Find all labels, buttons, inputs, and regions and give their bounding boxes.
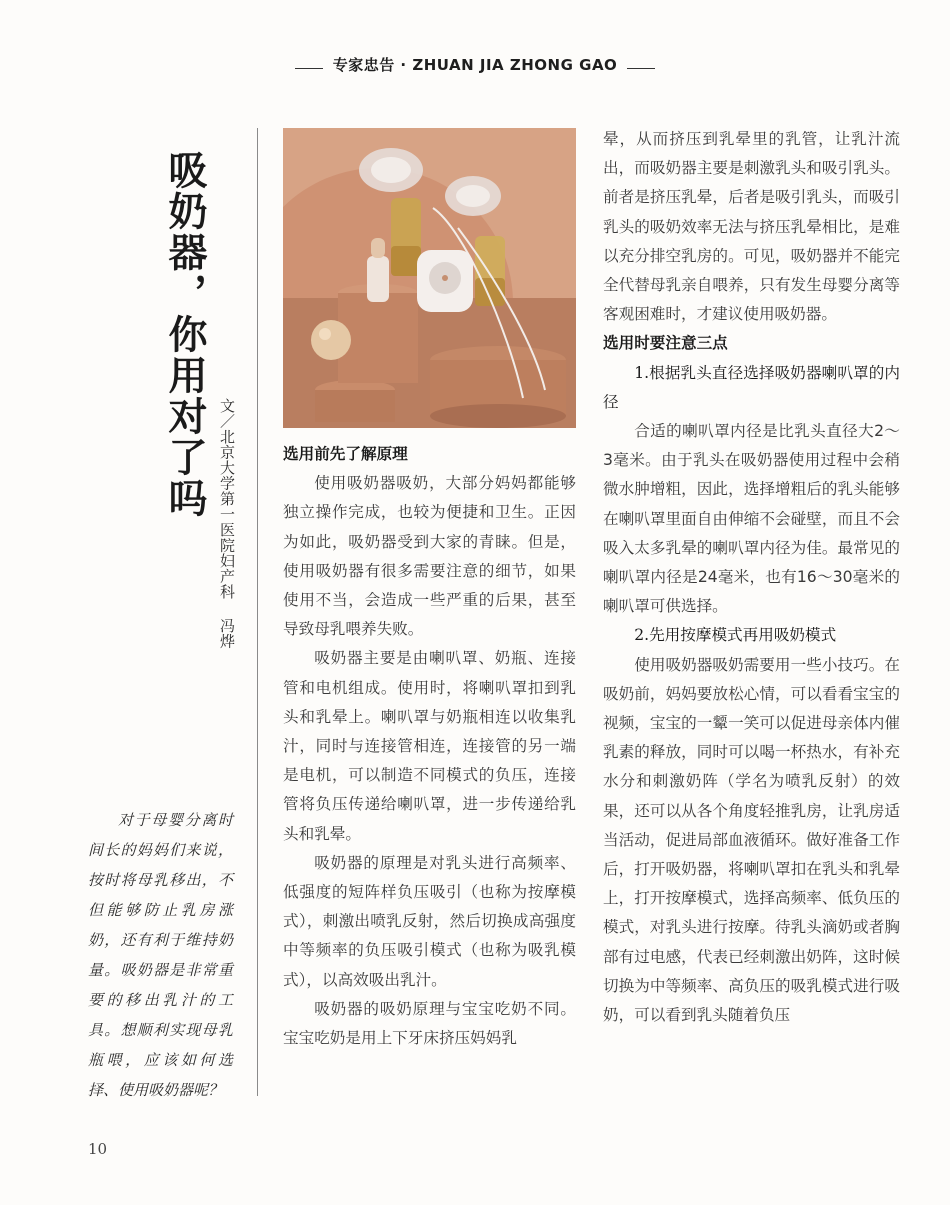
page-number: 10 bbox=[88, 1140, 108, 1158]
article-intro: 对于母婴分离时间长的妈妈们来说，按时将母乳移出，不但能够防止乳房涨奶，还有利于维持奶量。吸奶器是非常重要的移出乳汁的工具。想顺利实现母乳瓶喂，应该如何选择、使用吸奶器呢？ bbox=[88, 811, 233, 1099]
section-header bbox=[0, 52, 950, 76]
column-right bbox=[603, 125, 900, 1030]
column-middle bbox=[283, 440, 576, 1053]
section-heading-tips: 选用时要注意三点 bbox=[603, 334, 728, 353]
paragraph: 使用吸奶器吸奶，大部分妈妈都能够独立操作完成，也较为便捷和卫生。正因为如此，吸奶器受到大家的青睐。但是，使用吸奶器有很多需要注意的细节，如果使用不当，会造成一些严重的后果，甚至导致母乳喂养失败。 bbox=[283, 474, 576, 639]
breast-pump-illustration bbox=[283, 128, 576, 428]
paragraph: 吸奶器的吸奶原理与宝宝吃奶不同。宝宝吃奶是用上下牙床挤压妈妈乳 bbox=[283, 999, 576, 1048]
article-title: 吸奶器，你用对了吗 bbox=[162, 150, 207, 519]
column-divider bbox=[257, 128, 258, 1096]
header-rule-left bbox=[295, 68, 323, 69]
subheading-1: 1.根据乳头直径选择吸奶器喇叭罩的内径 bbox=[603, 363, 900, 411]
subheading-2: 2.先用按摩模式再用吸奶模式 bbox=[634, 626, 837, 645]
article-byline: 文／北京大学第一医院妇产科 冯烨 bbox=[218, 398, 236, 649]
section-heading-principle: 选用前先了解原理 bbox=[283, 445, 408, 463]
section-title: 专家忠告 · ZHUAN JIA ZHONG GAO bbox=[332, 55, 618, 74]
paragraph-continued: 晕，从而挤压到乳晕里的乳管，让乳汁流出，而吸奶器主要是刺激乳头和吸引乳头。前者是挤压乳晕，后者是吸引乳头，而吸引乳头的吸奶效率无法与挤压乳晕相比，是难以充分排空乳房的。可见，吸奶器并不能完全代替母乳亲自喂养，只有发生母婴分离等客观困难时，才建议使用吸奶器。 bbox=[603, 130, 900, 324]
header-rule-right bbox=[627, 68, 655, 69]
breast-pump-photo bbox=[283, 128, 576, 428]
paragraph: 合适的喇叭罩内径是比乳头直径大2～3毫米。由于乳头在吸奶器使用过程中会稍微水肿增粗，因此，选择增粗后的乳头能够在喇叭罩里面自由伸缩不会碰壁，而且不会吸入太多乳晕的喇叭罩内径为佳。最常见的喇叭罩内径是24毫米，也有16～30毫米的喇叭罩可供选择。 bbox=[603, 422, 900, 616]
paragraph: 吸奶器的原理是对乳头进行高频率、低强度的短阵样负压吸引（也称为按摩模式），刺激出喷乳反射，然后切换成高强度中等频率的负压吸引模式（也称为吸乳模式），以高效吸出乳汁。 bbox=[283, 853, 576, 989]
paragraph: 吸奶器主要是由喇叭罩、奶瓶、连接管和电机组成。使用时，将喇叭罩扣到乳头和乳晕上。喇叭罩与奶瓶相连以收集乳汁，同时与连接管相连，连接管的另一端是电机，可以制造不同模式的负压，连接管将负压传递给喇叭罩，进一步传递给乳头和乳晕。 bbox=[283, 649, 576, 843]
paragraph: 使用吸奶器吸奶需要用一些小技巧。在吸奶前，妈妈要放松心情，可以看看宝宝的视频，宝宝的一颦一笑可以促进母亲体内催乳素的释放，同时可以喝一杯热水，有补充水分和刺激奶阵（学名为喷乳反射）的效果，还可以从各个角度轻推乳房，让乳房适当活动，促进局部血液循环。做好准备工作后，打开吸奶器，将喇叭罩扣在乳头和乳晕上，打开按摩模式，选择高频率、低负压的模式，对乳头进行按摩。待乳头滴奶或者胸部有过电感，代表已经刺激出奶阵，这时候切换为中等频率、高负压的吸乳模式进行吸奶，可以看到乳头随着负压 bbox=[603, 655, 900, 1025]
